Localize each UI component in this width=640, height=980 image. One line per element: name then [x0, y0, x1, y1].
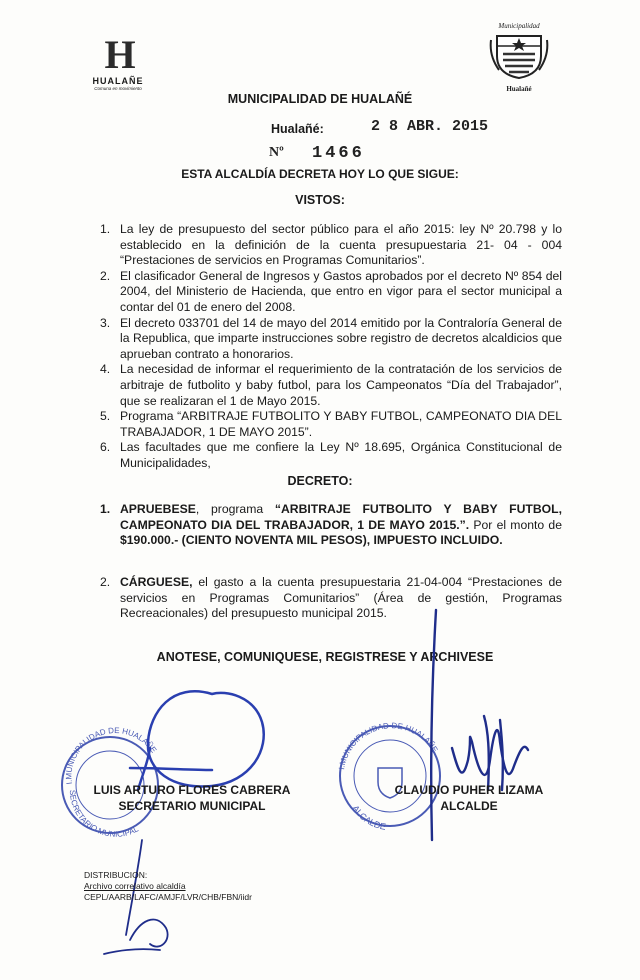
- item-number: 2.: [100, 268, 111, 283]
- stamp-text: SECRETARIO MUNICIPAL: [67, 789, 140, 839]
- item-number: 2.: [100, 575, 111, 589]
- distribution-line: Archivo correlativo alcaldía: [84, 881, 186, 891]
- crest-shield-icon: [489, 30, 549, 80]
- vistos-list: [100, 222, 562, 472]
- list-item: [100, 222, 562, 269]
- item-text: el gasto a la cuenta presupuestaria 21-04-004 “Prestaciones de servicios en Programas Comunitarios” (Área de gestión, Programas Recreacionales) del presupuesto municipal 2015.: [120, 575, 562, 621]
- program-name: “ARBITRAJE FUTBOLITO Y BABY FUTBOL, CAMPEONATO DIA DEL TRABAJADOR, 1 DE MAYO 2015.”.: [120, 502, 562, 532]
- list-item: [100, 502, 562, 549]
- document-title: MUNICIPALIDAD DE HUALAÑÉ: [227, 92, 413, 106]
- item-text: Por el monto de: [469, 517, 562, 532]
- decree-number-label: Nº: [269, 145, 284, 160]
- item-verb: APRUEBESE: [120, 502, 196, 516]
- item-text: La ley de presupuesto del sector público para el año 2015: ley Nº 20.798 y lo establecido en la definición de la cuenta presupuestaria 21- 04 - 004 “Prestaciones de servicios en Programas Comunitarios”.: [120, 222, 562, 268]
- distribution-initials: CEPL/AARB/LAFC/AMJF/LVR/CHB/FBN/iidr: [84, 892, 252, 902]
- secretary-signature-icon: [130, 691, 264, 790]
- decree-intro: ESTA ALCALDÍA DECRETA HOY LO QUE SIGUE:: [181, 167, 459, 181]
- item-text: Las facultades que me confiere la Ley Nº 18.695, Orgánica Constitucional de Municipalidades,: [120, 440, 562, 470]
- mayor-stamp: [337, 721, 440, 832]
- list-item: [100, 575, 562, 622]
- list-item: [100, 440, 562, 471]
- item-text: La necesidad de informar el requerimiento de la contratación de los servicios de arbitraje de futbolito y baby futbol, para los Campeonatos “Día del Trabajador”, que se realizaran el 1 de Mayo 2015.: [120, 362, 562, 408]
- decree-number: 1466: [312, 144, 365, 163]
- vistos-heading: VISTOS:: [295, 193, 345, 207]
- item-text: Programa “ARBITRAJE FUTBOLITO Y BABY FUTBOL, CAMPEONATO DIA DEL TRABAJADOR, 1 DE MAYO 2015”.: [120, 409, 562, 439]
- list-item: [100, 409, 562, 440]
- secretary-name: LUIS ARTURO FLORES CABRERA: [93, 783, 291, 797]
- item-text: El clasificador General de Ingresos y Gastos aprobados por el decreto Nº 854 del 2004, del Ministerio de Hacienda, que entro en vigor para el sector municipal a contar del 01 de enero del 2008.: [120, 268, 562, 314]
- item-number: 4.: [100, 362, 111, 377]
- secretary-title: SECRETARIO MUNICIPAL: [118, 799, 266, 813]
- logo-mark: H: [104, 32, 132, 77]
- closing-formula: ANOTESE, COMUNIQUESE, REGISTRESE Y ARCHIVESE: [156, 650, 494, 664]
- list-item: [100, 316, 562, 363]
- stamp-text: I.MUNICIPALIDAD DE HUALAÑE: [64, 726, 159, 785]
- item-verb: CÁRGUESE,: [120, 575, 193, 589]
- date-stamp: 2 8 ABR. 2015: [371, 118, 489, 135]
- municipal-logo: [86, 32, 150, 91]
- distribution-block: [84, 870, 252, 903]
- crest-top-text: Municipalidad: [498, 22, 540, 30]
- item-text: , programa: [195, 502, 275, 516]
- stamp-text: I.MUNICIPALIDAD DE HUALAÑE: [337, 721, 440, 771]
- mayor-name: CLAUDIO PUHER LIZAMA: [394, 783, 544, 797]
- item-number: 5.: [100, 409, 111, 424]
- distribution-label: DISTRIBUCION:: [84, 870, 148, 880]
- crest-bottom-text: Hualañé: [506, 85, 532, 93]
- logo-name: HUALAÑE: [92, 76, 144, 86]
- amount: $190.000.- (CIENTO NOVENTA MIL PESOS), IMPUESTO INCLUIDO.: [120, 533, 503, 548]
- svg-text:I.MUNICIPALIDAD DE HUALAÑE: [337, 721, 440, 770]
- svg-text:ALCALDE: [350, 803, 387, 831]
- logo-tagline: Comuna en movimiento: [94, 86, 142, 91]
- decreto-item-1: [100, 502, 562, 549]
- item-number: 6.: [100, 440, 111, 455]
- svg-text:I.MUNICIPALIDAD DE HUALAÑE: [64, 726, 158, 785]
- municipal-crest: [484, 22, 554, 93]
- mayor-signature-block: [384, 782, 554, 814]
- place-label: Hualañé:: [271, 122, 324, 136]
- item-number: 1.: [100, 222, 111, 236]
- list-item: [100, 362, 562, 409]
- secretary-signature-block: [82, 782, 302, 814]
- stamp-text: ALCALDE: [350, 803, 387, 832]
- item-text: El decreto 033701 del 14 de mayo del 2014 emitido por la Contraloría General de la Republica, que imparte instrucciones sobre registro de decretos alcaldicios que aprueban contrato a honorarios.: [120, 315, 562, 361]
- mayor-title: ALCALDE: [440, 799, 498, 813]
- item-number: 1.: [100, 502, 111, 516]
- decreto-heading: DECRETO:: [287, 474, 353, 488]
- decreto-item-2: [100, 575, 562, 622]
- item-number: 3.: [100, 315, 111, 330]
- list-item: [100, 269, 562, 316]
